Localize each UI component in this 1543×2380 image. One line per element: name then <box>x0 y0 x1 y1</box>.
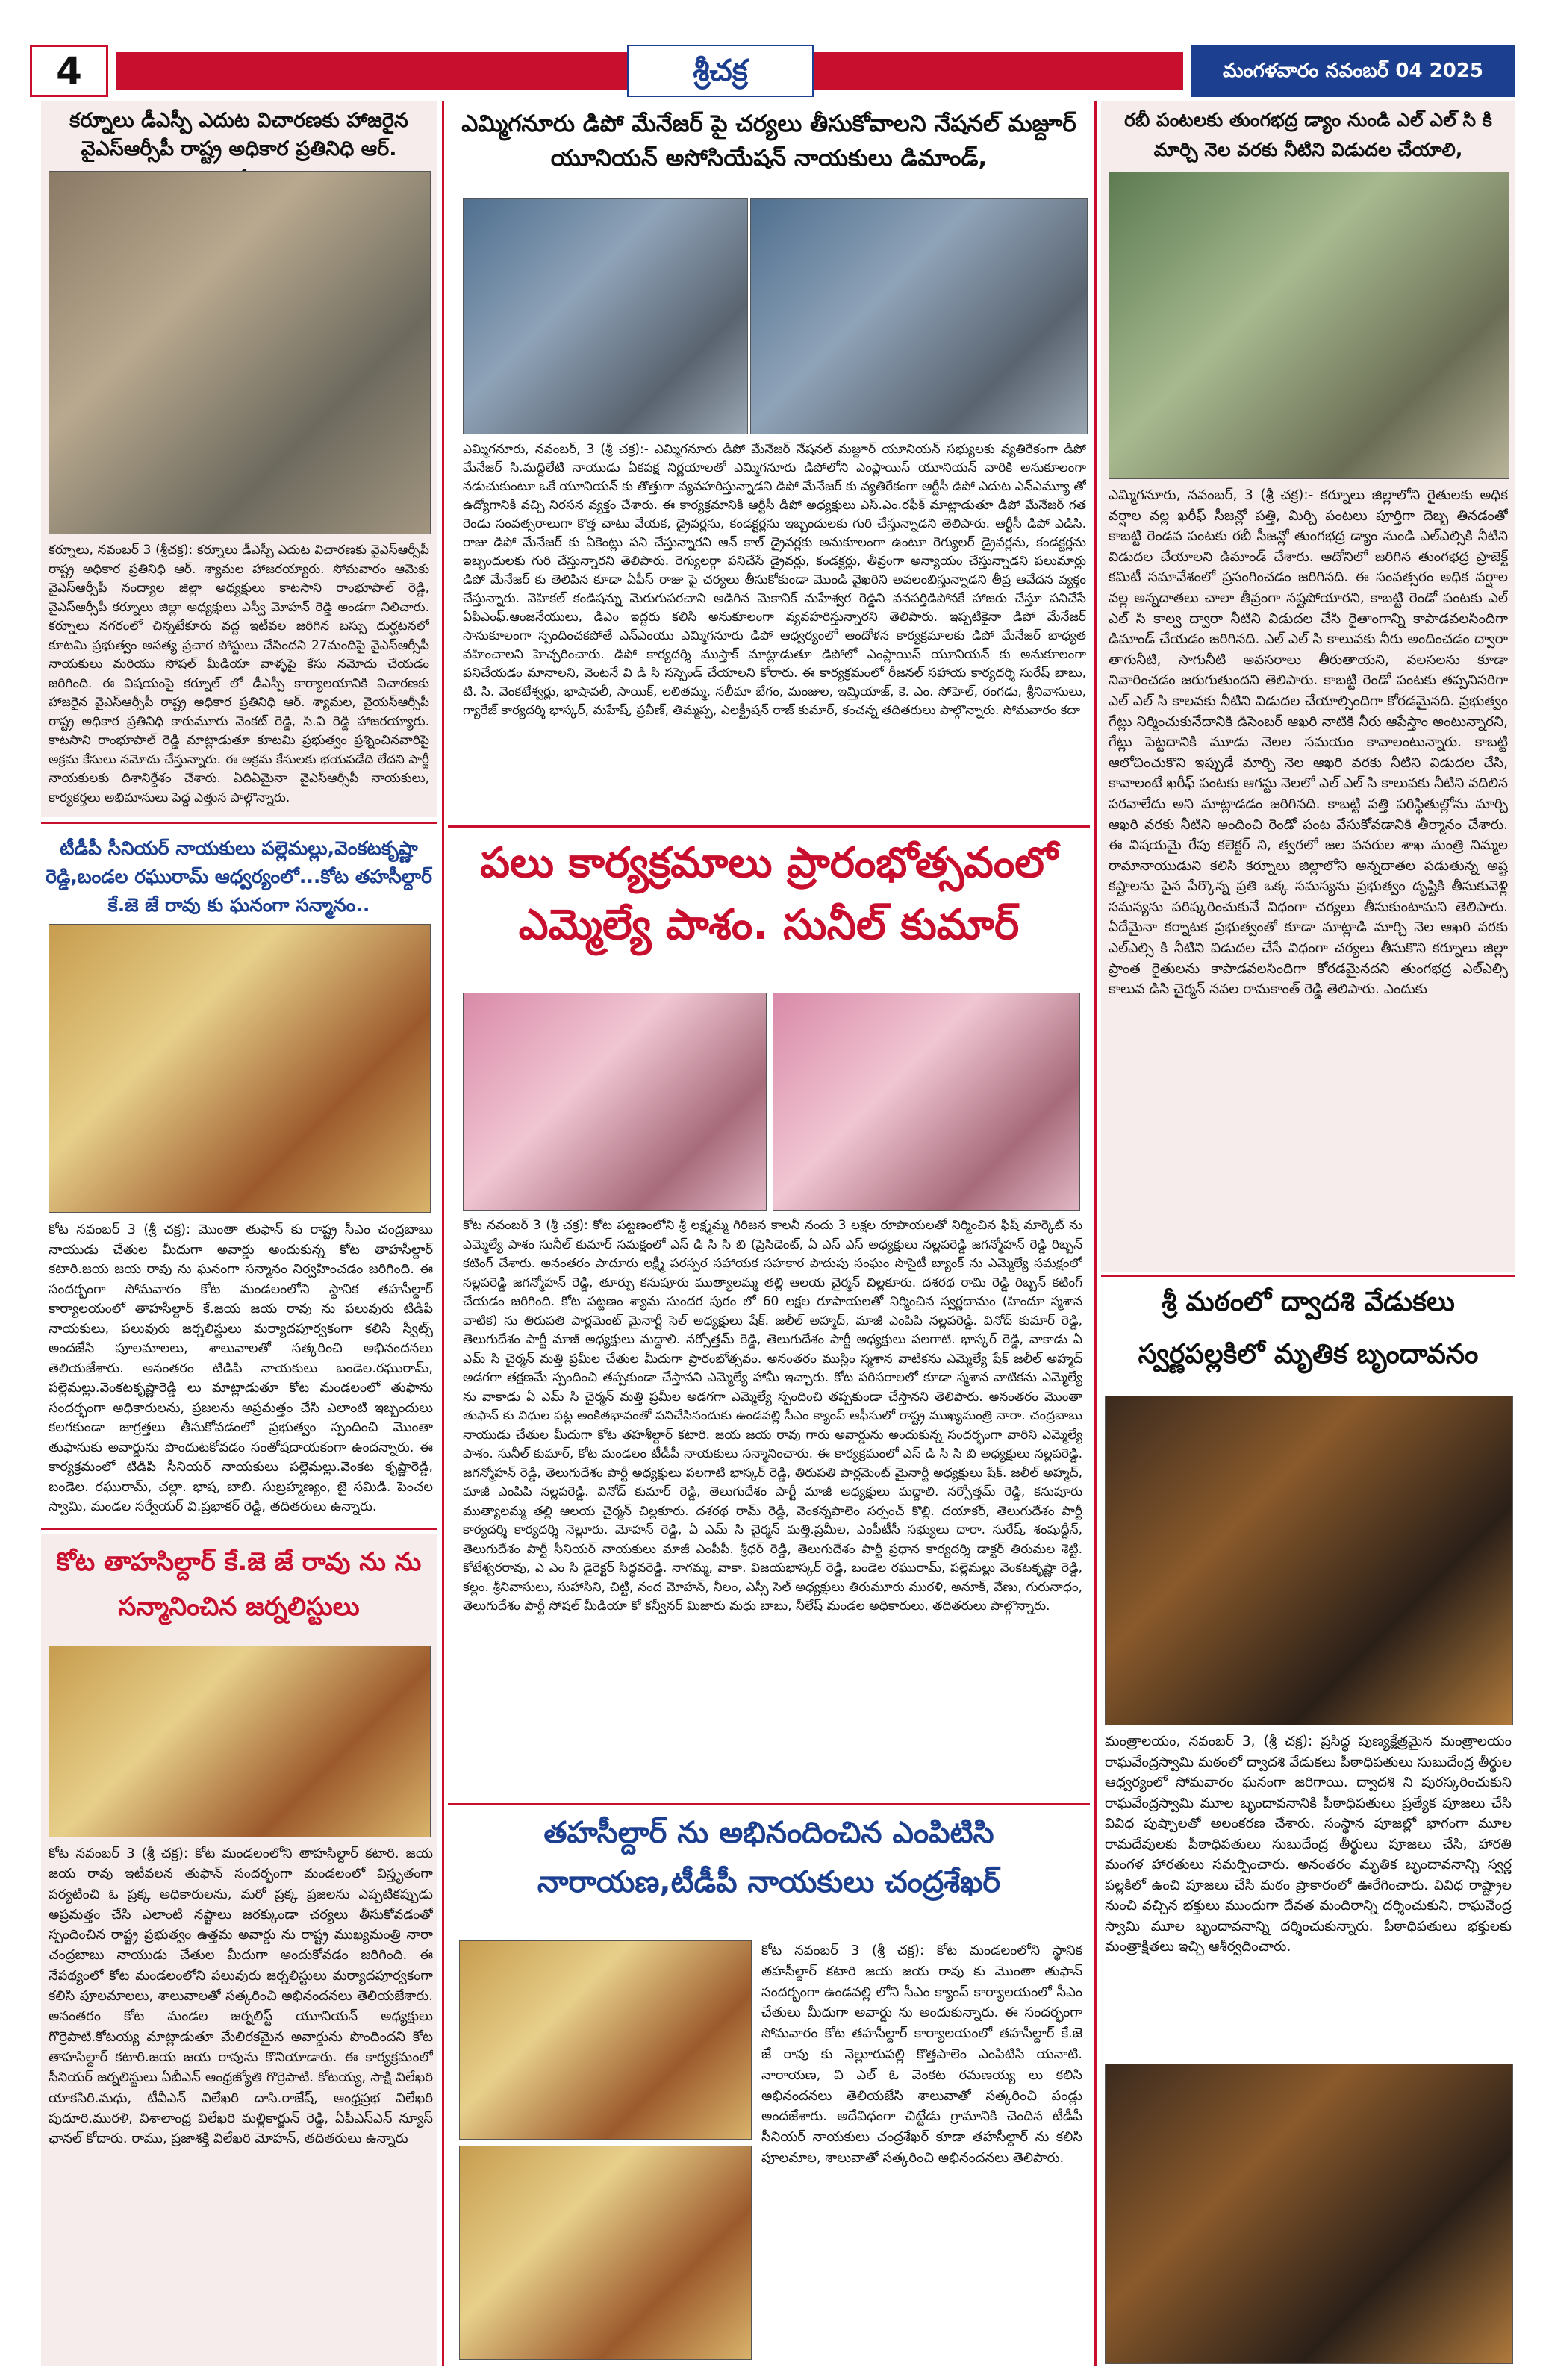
column-divider <box>1094 101 1097 2366</box>
section-divider <box>448 825 1090 828</box>
story-headline: కోట తాహసిల్దార్ కే.జె జే రావు ను ను సన్మానించిన జర్నలిస్టులు <box>56 1547 422 1622</box>
story-mptc-greeting <box>448 1810 1090 2366</box>
story-headline-line2: ఎమ్మెల్యే పాశం. సునీల్ కుమార్ <box>518 901 1020 949</box>
story-body: కోట నవంబర్ 3 (శ్రీ చక్ర): కోట మండలంలోని స్థానిక తహసీల్దార్ కటారి జయ జయ రావు కు మొంతా తుఫాన్ సందర్భంగా ఉండవల్లి లోని సీఎం క్యాంప్ కార్యాలయంలో సీఎం చేతులు మీదుగా అవార్డు ను అందుకున్నారు. ఈ సందర్భంగా సోమవారం కోట తహసీల్దార్ కార్యాలయంలో తహసీల్దార్ కే.జె జే రావు కు నెల్లూరుపల్లి కొత్తపాలెం ఎంపిటిసి యనాటి. నారాయణ, వి ఎల్ ఓ వెంకట రమణయ్య లు కలిసి అభినందనలు తెలియజేసి శాలువాతో సత్కరించి పండ్లు అందజేశారు. అదేవిధంగా చిట్టేడు గ్రామానికి చెందిన టీడీపీ సీనియర్ నాయకులు చంద్రశేఖర్ కూడా తహసీల్దార్ ను కలిసి పూలమాల, శాలువాతో సత్కరించి అభినందనలు తెలిపారు. <box>761 1943 1082 2166</box>
temple-photo <box>1105 2064 1513 2364</box>
section-divider <box>41 1528 437 1530</box>
section-divider <box>41 822 437 824</box>
bus-depot-photo <box>750 198 1088 434</box>
story-body: మంత్రాలయం, నవంబర్ 3, (శ్రీ చక్ర): ప్రసిద్ధ పుణ్యక్షేత్రమైన మంత్రాలయం రాఘవేంద్రస్వామి మఠంలో ద్వాదశి వేడుకలు పీఠాధిపతులు సుబుదేంద్ర తీర్థుల ఆధ్వర్యంలో సోమవారం ఘనంగా జరిగాయి. ద్వాదశి ని పురస్కరించుకుని రాఘవేంద్రస్వామి మూల బృందావనానికి పీఠాధిపతులు ప్రత్యేక పూజలు చేసి వివిధ పుష్పాలతో అలంకరణ చేశారు. సంస్థాన పూజల్లో భాగంగా మూల రామదేవులకు పీఠాధిపతులు సుబుదేంద్ర తీర్థులు పూజలు చేసి, హారతి మంగళ హారతులు సమర్పించారు. అనంతరం మృతిక బృందావనాన్ని స్వర్ణ పల్లకిలో ఉంచి పూజలు చేసి మఠం ప్రాకారంలో ఊరేగించారు. వివిధ రాష్ట్రాల నుంచి వచ్చిన భక్తులు ముందుగా దేవత మందిరాన్ని దర్శించుకుని, రాఘవేంద్ర స్వామి మూల బృందావనాన్ని దర్శించుకున్నారు. పీఠాధిపతులు భక్తులకు మంత్రాక్షితలు ఇచ్చి ఆశీర్వదించారు. <box>1105 1734 1512 1955</box>
story-body: కోట నవంబర్ 3 (శ్రీ చక్ర): మొంతా తుఫాన్ కు రాష్ట్ర సీఎం చంద్రబాబు నాయుడు చేతుల మీదుగా అవార్డు అందుకున్న కోట తాహసీల్దార్ కటారి.జయ జయ రావు ను ఘనంగా సన్మానం నిర్వహించడం జరిగింది. ఈ సందర్భంగా సోమవారం కోట మండలంలోని స్థానిక తహసీల్దార్ కార్యాలయంలో తాహసీల్దార్ కే.జయ జయ రావు ను పలువురు టిడిపి నాయకులు, పలువురు జర్నలిస్టులు మర్యాదపూర్వకంగా కలిసి స్వీట్స్ అందజేసి పూలమాలలు, శాలువాలతో సత్కరించి అభినందనలు తెలియజేశారు. అనంతరం టిడిపి నాయకులు బండెల.రఘురామ్, పల్లెమల్లు.వెంకటకృష్ణారెడ్డి లు మాట్లాడుతూ కోట మండలంలో తుఫాను సందర్భంగా అధికారులను, ప్రజలను అప్రమత్తం చేసి ఎలాంటి ఇబ్బందులు కలగకుండా జాగ్రత్తలు తీసుకోవడంలో ప్రభుత్వం స్పందించి మొంతా తుఫానుకు అవార్డును పొందుటకోవడం సంతోషదాయకంగా ఉందన్నారు. ఈ కార్యక్రమంలో టిడిపి సీనియర్ నాయకులు పల్లెమల్లు.వెంకట కృష్ణారెడ్డి, బండెల. రఘురామ్, చల్లా. భాష, బాబి. సుబ్రహ్మణ్యం, జై సమిడి. పెంచల స్వామి, మండల సర్వేయర్ వి.ప్రభాకర్ రెడ్డి, తదితరులు ఉన్నారు. <box>49 1222 433 1514</box>
story-headline: ఎమ్మిగనూరు డిపో మేనేజర్ పై చర్యలు తీసుకోవాలని నేషనల్ మజ్దూర్ యూనియన్ అసోసియేషన్ నాయకులు డిమాండ్, <box>461 110 1076 172</box>
story-tungabhadra-water <box>1101 101 1515 1272</box>
felicitation-photo <box>49 924 431 1213</box>
story-body: కర్నూలు, నవంబర్ 3 (శ్రీచక్ర): కర్నూలు డీఎస్పీ ఎదుట విచారణకు వైఎస్ఆర్సీపీ రాష్ట్ర అధికార ప్రతినిధి ఆర్. శ్యామల హాజరయ్యారు. సోమవారం ఆమెకు వైఎస్ఆర్సీపీ నంద్యాల జిల్లా అధ్యక్షులు కాటసాని రాంభూపాల్ రెడ్డి, వైఎస్ఆర్సీపీ కర్నూలు జిల్లా అధ్యక్షులు ఎస్వీ మోహన్ రెడ్డి అండగా నిలిచారు. కర్నూలు నగరంలో చిన్నటేకూరు వద్ద ఇటీవల జరిగిన బస్సు దుర్ఘటనలో కూటమి ప్రభుత్వం అసత్య ప్రచార పోస్టులు చేసిందని 27మందిపై వైఎస్ఆర్సీపీ నాయకులు మరియు సోషల్ మీడియా వాళ్ళపై కేసు నమోదు చేయడం జరిగింది. ఈ విషయంపై కర్నూల్ లో డీఎస్పీ కార్యాలయానికి విచారణకు హాజరైన వైఎస్ఆర్సీపీ రాష్ట్ర అధికార ప్రతినిధి ఆర్. శ్యామల, వైయస్ఆర్సీపీ రాష్ట్ర అధికార ప్రతినిధి కారుమూరు వెంకట్ రెడ్డి, సి.వి రెడ్డి హాజరయ్యారు. కాటసాని రాంభూపాల్ రెడ్డి మాట్లాడుతూ కూటమి ప్రభుత్వం ప్రశ్నించినవారిపై అక్రమ కేసులు నమోదు చేస్తున్నారు. ఈ అక్రమ కేసులకు భయపడేది లేదని పార్టీ నాయకులకు దిశానిర్దేశం చేశారు. ఏదిఏమైనా వైఎస్ఆర్సీపీ నాయకులు, కార్యకర్తలు అభిమానులు పెద్ద ఎత్తున పాల్గొన్నారు. <box>49 543 429 805</box>
inauguration-photo <box>773 993 1080 1211</box>
story-body: కోట నవంబర్ 3 (శ్రీ చక్ర): కోట పట్టణంలోని శ్రీ లక్ష్మమ్మ గిరిజన కాలనీ నందు 3 లక్షల రూపాయలతో నిర్మించిన ఫిష్ మార్కెట్ ను ఎమ్మెల్యే పాశం సునీల్ కుమార్ సమక్షంలో ఎస్ డి సి సి బి (ప్రెసిడెంట్, ఏ ఎస్ ఎస్ అధ్యక్షులు నల్లపరెడ్డి జగన్మోహన్ రెడ్డి రిబ్బన్ కటింగ్ చేశారు. అనంతరం పాదూరు లక్ష్మీ పరస్పర సహాయక సహకార పొదుపు సంఘం సొసైటీ బ్యాంక్ ను ఎమ్మెల్యే సమక్షంలో నల్లపరెడ్డి జగన్మోహన్ రెడ్డి, తూర్పు కనుపూరు ముత్యాలమ్మ తల్లి ఆలయ చైర్మన్ చిల్లకూరు. దశరథ రామి రెడ్డి రిబ్బన్ కటింగ్ చేయడం జరిగింది. కోట పట్టణం శ్యామ సుందర పురం లో 60 లక్షల రూపాయలతో నిర్మించిన స్వర్ణదామం (హిందూ స్మశాన వాటిక) ను తిరుపతి పార్లమెంట్ మైనార్టీ సెల్ అధ్యక్షులు షేక్. జలీల్ అహ్మద్, మాజీ ఎంపిపి నల్లపరెడ్డి. వినోద్ కుమార్ రెడ్డి, తెలుగుదేశం పార్టీ మాజీ అధ్యక్షులు మద్దాలి. నర్సోత్తమ్ రెడ్డి, తెలుగుదేశం పార్టీ అధ్యక్షులు పలగాటి. భాస్కర్ రెడ్డి, వాకాడు ఏ ఎమ్ సి చైర్మన్ మత్తి ప్రమీల చేతుల మీదుగా ప్రారంభోత్సవం. అనంతరం ముస్లిం స్మశాన వాటికను ఎమ్మెల్యే షేక్ జలీల్ అహ్మద్ అడగగా తక్షణమే స్పందించి తప్పకుండా చేస్తానని ఎమ్మెల్యే హామీ ఇచ్చారు. కోట పరిసరాలలో కూడా స్మశాన వాటికను ఎమ్మెల్యే ను వాకాడు ఏ ఎమ్ సి చైర్మన్ మత్తి ప్రమీల అడగగా ఎమ్మెల్యే స్పందించి తప్పకుండా చేస్తానని తెలిపారు. అనంతరం మొంతా తుఫాన్ కు విధుల పట్ల అంకితభావంతో పనిచేసినందుకు ఉండవల్లి సీఎం క్యాంప్ ఆఫీసులో రాష్ట్ర ముఖ్యమంత్రి నారా. చంద్రబాబు నాయుడు చేతుల మీదుగా కోట తహశీల్దార్ కటారి. జయ జయ రావు గారు అవార్డును అందుకున్న సందర్భంగా వారిని ఎమ్మెల్యే పాశం. సునీల్ కుమార్, కోట మండలం టీడీపీ నాయకులు సన్మానించారు. ఈ కార్యక్రమంలో ఎస్ డి సి సి బి అధ్యక్షులు నల్లపరెడ్డి. జగన్మోహన్ రెడ్డి, తెలుగుదేశం పార్టీ అధ్యక్షులు పలగాటి భాస్కర్ రెడ్డి, తిరుపతి పార్లమెంట్ మైనార్టీ అధ్యక్షులు షేక్. జలీల్ అహ్మద్, మాజీ ఎంపిపి నల్లపరెడ్డి. వినోద్ కుమార్ రెడ్డి, తెలుగుదేశం పార్టీ మాజీ అధ్యక్షులు మద్దాలి. నర్సోత్తమ్ రెడ్డి, కనుపూరు ముత్యాలమ్మ తల్లి ఆలయ చైర్మన్ చిల్లకూరు. దశరథ రామ్ రెడ్డి, వెంకన్నపాలెం సర్పంచ్ కొల్లి. దయాకర్, తెలుగుదేశం పార్టీ కార్యదర్శి కార్యదర్శి నెల్లూరు. మోహన్ రెడ్డి, ఏ ఎమ్ సి చైర్మన్ మత్తి.ప్రమీల, ఎంపీటీసీ సభ్యులు దారా. సురేష్, శంషుద్దీన్, తెలుగుదేశం పార్టీ సీనియర్ నాయకులు మాజీ ఎంపీపీ. శ్రీధర్ రెడ్డి, తెలుగుదేశం పార్టీ ప్రధాన కార్యదర్శి డాక్టర్ తిరుమల శెట్టి. కోటేశ్వరరావు, ఎ ఎం సి డైరెక్టర్ సిద్ధవరెడ్డి. నాగమ్మ, వాకా. విజయభాస్కర్ రెడ్డి, బండెల రఘురామ్, పల్లెమల్లు వెంకటకృష్ణా రెడ్డి, కల్లం. శ్రీనివాసులు, సుహాసిని, చిట్టి, నంద మోహన్, నీలం, ఎస్సీ సెల్ అధ్యక్షులు తిరుమూరు మురళి, అనూక్, వేణు, గురునాధం, తెలుగుదేశం పార్టీ సోషల్ మీడియా కో కన్వీనర్ మిజారు మధు బాబు, నీలేష్ మండల అధికారులు, తదితరులు పాల్గొన్నారు. <box>463 1218 1082 1614</box>
story-headline-line2: స్వర్ణపల్లకిలో మృతిక బృందావనం <box>1138 1339 1479 1369</box>
story-matham-dwadashi <box>1101 1280 1515 2366</box>
bus-depot-photo <box>463 198 748 434</box>
story-tdp-felicitation <box>41 828 437 1522</box>
story-journalists-honour <box>41 1534 437 2366</box>
date-box <box>1191 45 1515 97</box>
greeting-photo <box>459 1940 752 2140</box>
section-divider <box>448 1803 1090 1805</box>
story-dsp-inquiry <box>41 101 437 817</box>
greeting-photo <box>459 2146 752 2360</box>
story-headline: కర్నూలు డీఎస్పీ ఎదుట విచారణకు హాజరైన వైఎస్ఆర్సీపీ రాష్ట్ర అధికార ప్రతినిధి ఆర్. <box>69 109 408 160</box>
page-number-box <box>30 45 108 97</box>
meeting-photo <box>1109 172 1509 479</box>
story-body: ఎమ్మిగనూరు, నవంబర్, 3 (శ్రీ చక్ర):- కర్నూలు జిల్లాలోని రైతులకు అధిక వర్షాల వల్ల ఖరీఫ్ సీజన్లో పత్తి, మిర్చి పంటలు పూర్తిగా దెబ్బ తినడంతో కాబట్టి రెండవ పంటకు రబీ సీజన్లో తుంగభద్ర డ్యాం నుండి ఎల్ఎల్సికి నీటిని విడుదల చేయాలని డిమాండ్ చేశారు. ఆదోనిలో జరిగిన తుంగభద్ర ప్రాజెక్ట్ కమిటీ సమావేశంలో ప్రసంగించడం జరిగినది. ఈ సంవత్సరం అధిక వర్షాల వల్ల అన్నదాతలు చాలా తీవ్రంగా నష్టపోయారని, కాబట్టి రెండో పంటకు ఎల్ ఎల్ సి కాల్వ ద్వారా నీటిని విడుదల చేసి రైతాంగాన్ని కాపాడవలసిందిగా డిమాండ్ చేయడం జరిగినది. ఎల్ ఎల్ సి కాలువకు నీరు అందించడం ద్వారా తాగునీటి, సాగునీటి అవసరాలు తీరుతాయని, వలసలను కూడా నివారించడం జరుగుతుందని తెలిపారు. కాబట్టి రెండో పంటకు తప్పనిసరిగా ఎల్ ఎల్ సి కాలవకు నీటిని విడుదల చేయాల్సిందిగా కోరడమైనది. ప్రభుత్వం గేట్లు నిర్మించుకునేదానికి డిసెంబర్ ఆఖరి నాటికి నీరు ఆపేస్తాం అంటున్నారని, గేట్లు పెట్టదానికి మూడు నెలల సమయం కావాలంటున్నారు. కాబట్టి ఆలోచించుకొని ఇప్పుడే మార్చి నెల ఆఖరి వరకు నీటిని విడుదల చేసి, కావాలంటే ఖరీఫ్ పంటకు ఆగస్టు నెలలో ఎల్ ఎల్ సి కాలువకు నీటిని వదిలిన పరవాలేదు అని మాట్లాడడం జరిగినది. కాబట్టి పత్తి పరిస్థితుల్లోను మార్చి ఆఖరి వరకు నీటిని అందించి రెండో పంట వేసుకోవడానికి తీర్మానం చేశారు. ఈ విషయమై రేపు కలెక్టర్ ని, త్వరలో జల వనరుల శాఖ మంత్రి నిమ్మల రామానాయుడుని కలిసి కర్నూలు జిల్లాలోని అన్నదాతల పడుతున్న అష్ట కష్టాలను పైన పేర్కొన్న ప్రతి ఒక్క సమస్యను ప్రభుత్వం దృష్టికి తీసుకువెళ్లి సమస్యను పరిష్కరించుకునే విధంగా చర్యలు తీసుకుంటామని తెలిపారు. ఏదేమైనా కర్నాటక ప్రభుత్వంతో కూడా మాట్లాడి మార్చి నెల ఆఖరి వరకు ఎల్ఎల్సి కి నీటిని విడుదల చేసే విధంగా చర్యలు తీసుకొని కర్నూలు జిల్లా ప్రాంత రైతులను కాపాడవలసిందిగా కోరడమైనదని తుంగభద్ర ఎల్ఎల్సి కాలువ డిసి చైర్మన్ నవల రామకాంత్ రెడ్డి తెలిపారు. ఎందుకు <box>1109 487 1508 998</box>
page-header <box>30 45 1515 97</box>
inauguration-photo <box>463 993 767 1211</box>
story-depot-manager <box>448 101 1090 821</box>
section-divider <box>1101 1275 1515 1277</box>
masthead-logo: శ్రీచక్ర <box>693 54 748 88</box>
story-mla-inauguration <box>448 832 1090 1799</box>
story-headline-line2: నారాయణ,టీడీపీ నాయకులు చంద్రశేఖర్ <box>537 1865 1001 1899</box>
news-photo <box>49 171 431 534</box>
story-headline-line1: పలు కార్యక్రమాలు ప్రారంభోత్సవంలో <box>480 839 1058 887</box>
page-number: 4 <box>56 49 82 93</box>
story-headline: టీడీపీ సీనియర్ నాయకులు పల్లెమల్లు,వెంకటకృష్ణా రెడ్డి,బండల రఘురామ్ ఆధ్వర్యంలో...కోట తహసీల్దార్ కే.జె జే రావు కు ఘనంగా సన్మానం.. <box>46 837 432 916</box>
story-body: కోట నవంబర్ 3 (శ్రీ చక్ర): కోట మండలంలోని తాహసిల్దార్ కటారి. జయ జయ రావు ఇటీవలన తుఫాన్ సందర్భంగా మండలంలో విస్తృతంగా పర్యటించి ఓ ప్రక్క అధికారులను, మరో ప్రక్క ప్రజలను ఎప్పటికప్పుడు అప్రమత్తం చేసి ఎలాంటి నష్టాలు జరక్కుండా చర్యలు తీసుకోవడంతో స్పందించిన రాష్ట్ర ప్రభుత్వం ఉత్తమ అవార్డు ను రాష్ట్ర ముఖ్యమంత్రి నారా చంద్రబాబు నాయుడు చేతుల మీదుగా అందుకోవడం జరిగింది. ఈ నేపథ్యంలో కోట మండలంలోని పలువురు జర్నలిస్టులు మర్యాదపూర్వకంగా కలిసి పూలమాలలు, శాలువాలతో సత్కరించి అభినందనలు తెలియజేశారు. అనంతరం కోట మండల జర్నలిస్ట్ యూనియన్ అధ్యక్షులు గొర్రెపాటి.కోటయ్య మాట్లాడుతూ మేలిరకమైన అవార్డును పొందిందని కోట తాహసిల్దార్ కటారి.జయ జయ రావును కొనియాడారు. ఈ కార్యక్రమంలో సీనియర్ జర్నలిస్టులు ఏబీఎన్ ఆంధ్రజ్యోతి గొర్రెపాటి. కోటయ్య, సాక్షి విలేఖరి యాకసిరి.మధు, టీవీఎన్ విలేఖరి దాసి.రాజేష్, ఆంధ్రప్రభ విలేఖరి పుదూరి.మురళి, విశాలాంధ్ర విలేఖరి మల్లికార్జున్ రెడ్డి, ఏపీఎస్ఎన్ న్యూస్ ఛానల్ కోదారు. రాము, ప్రజాశక్తి విలేఖరి మోహన్, తదితరులు ఉన్నారు <box>49 1846 433 2147</box>
story-headline-line1: తహసీల్దార్ ను అభినందించిన ఎంపిటిసి <box>543 1816 994 1850</box>
header-date: మంగళవారం నవంబర్ 04 2025 <box>1222 60 1483 82</box>
temple-photo <box>1105 1396 1513 1725</box>
masthead-box <box>627 45 814 97</box>
story-headline: రబీ పంటలకు తుంగభద్ర డ్యాం నుండి ఎల్ ఎల్ సి కి మార్చి నెల వరకు నీటిని విడుదల చేయాలి, <box>1124 109 1492 160</box>
journalists-photo <box>49 1646 431 1837</box>
column-divider <box>442 101 444 2366</box>
story-headline-line1: శ్రీ మఠంలో ద్వాదశి వేడుకలు <box>1162 1287 1455 1317</box>
story-body: ఎమ్మిగనూరు, నవంబర్, 3 (శ్రీ చక్ర):- ఎమ్మిగనూరు డిపో మేనేజర్ నేషనల్ మజ్దూర్ యూనియన్ సభ్యులకు వ్యతిరేకంగా డిపో మేనేజర్ సి.మద్దిలేటి నాయుడు ఏకపక్ష నిర్ణయాలతో ఎమ్మిగనూరు డిపోలోని ఎంప్లాయిస్ యూనియన్ వారికి అనుకూలంగా నడుచుకుంటూ ఒకే యూనియన్ కు తొత్తుగా వ్యవహరిస్తున్నాడని డిపో మేనేజర్ కు వ్యతిరేకంగా ఆర్టీసీ డిపో ఎదుట ఎన్ఎమ్యూ తో ఉద్యోగానికి వచ్చి నిరసన వ్యక్తం చేశారు. ఈ కార్యక్రమానికి ఆర్టీసీ డిపో అధ్యక్షులు ఎస్.ఎం.రఫీక్ మాట్లాడుతూ డిపో మేనేజర్ గత రెండు సంవత్సరాలుగా కొత్త చాటు వేయక, డ్రైవర్లను, కండక్టర్లను ఇబ్బందులకు గురి చేస్తున్నాడని తెలిపారు. ఆర్టీసీ డిపో ఎడిసి. రాజు డిపో మేనేజర్ కు ఏకెంట్లు పని చేస్తున్నారని ఆన్ కాల్ డ్రైవర్లకు అనుకూలంగా ఉంటూ రెగ్యులర్ డ్రైవర్లను, కండక్టర్లను ఇబ్బందులకు గురి చేస్తున్నారని తెలిపారు. రెగ్యులర్గా పనిచేసే డ్రైవర్లు, కండక్టర్లు, తీవ్రంగా అన్యాయం చేస్తున్నాడని పలుమార్లు డిపో మేనేజర్ కు తెలిపిన కూడా ఏపీస్ రాజు పై చర్యలు తీసుకోకుండా మొండి వైఖరిని అవలంబిస్తున్నాడని తీవ్ర ఆవేదన వ్యక్తం చేస్తున్నారు. వెహికల్ కండిషన్ను మెరుగుపరచాని అడిగిన మెకానిక్ మహేశ్వర రెడ్డిని వనపర్తిడిపోనకే హాజరు చేస్తూ పనిచేసే ఏపిఎంఫ్.ఆంజనేయులు, డిఎం ఇద్దరు కలిసి అనుకూలంగా వ్యవహరిస్తున్నారని తెలిపారు. ఇప్పటికైనా డిపో మేనేజర్ సానుకూలంగా స్పందించకపోతే ఎన్ఎంయు ఎమ్మిగనూరు డిపో ఆధ్వర్యంలో ఆందోళన కార్యక్రమాలకు డిపో మేనేజర్ బాధ్యత వహించాలని హెచ్చరించారు. డిపో కార్యదర్శి ముస్తాక్ మాట్లాడుతూ డిపోలో ఎంప్లాయిస్ యూనియన్ కు అనుకూలంగా పనిచేయడం మానాలని, వెంటనే వి డి సి సస్పెండ్ చేయాలని కోరారు. ఈ కార్యక్రమంలో రీజనల్ సహాయ కార్యదర్శి సురేష్ బాబు, టి. సి. వెంకటేశ్వర్లు, భాషావలీ, సాయిక్, లలితమ్మ, నలీమా బేగం, మంజుల, ఇమ్తియాజ్, కె. ఎం. సోహెల్, రంగడు, శ్రీనివాసులు, గ్యారేజ్ కార్యదర్శి భాస్కర్, మహేష్, ప్రవీణ్, తిమ్మప్ప, ఎలక్ట్రీషన్ రాజ్ కుమార్, కంచన్న తదితరులు పాల్గొన్నారు. సోమవారం కదా <box>463 442 1086 718</box>
